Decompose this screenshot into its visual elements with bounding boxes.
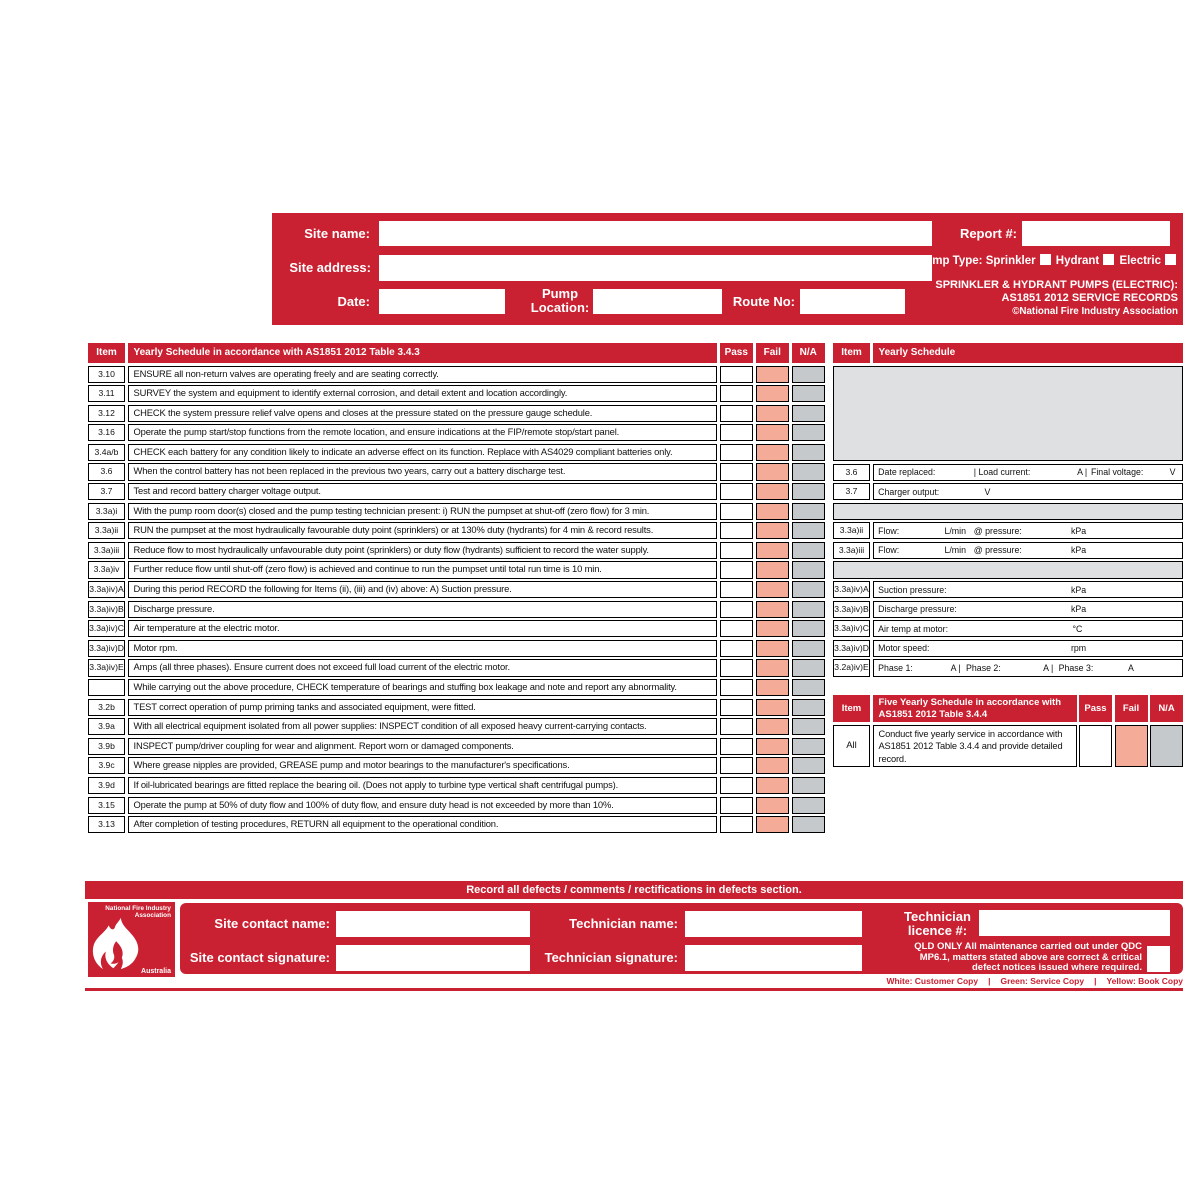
- form-title-line1: SPRINKLER & HYDRANT PUMPS (ELECTRIC):: [935, 279, 1178, 291]
- yearly-row: [88, 463, 825, 480]
- na-cell[interactable]: [792, 424, 826, 441]
- item-cell: 3.3a)iv)C: [88, 620, 125, 637]
- field-entry-cell[interactable]: [873, 640, 1184, 657]
- fail-cell[interactable]: [756, 542, 790, 559]
- site-contact-name-input[interactable]: [336, 911, 530, 937]
- yearly-row: [88, 816, 825, 833]
- task-cell: CHECK the system pressure relief valve opens and closes at the pressure stated on the pressure gauge schedule.: [128, 405, 718, 422]
- fail-cell[interactable]: [756, 679, 790, 696]
- yearly-row: [88, 659, 825, 676]
- field-entry-cell[interactable]: [873, 581, 1184, 598]
- task-cell: Operate the pump start/stop functions from the remote location, and ensure indications at the FIP/remote stop/start panel.: [128, 424, 718, 441]
- copy-white: White: Customer Copy: [886, 976, 979, 986]
- task-cell: When the control battery has not been replaced in the previous two years, carry out a battery discharge test.: [128, 463, 718, 480]
- item-cell: 3.2b: [88, 699, 125, 716]
- pass-cell[interactable]: [720, 503, 754, 520]
- pass-cell[interactable]: [720, 405, 754, 422]
- item-cell: 3.3a)iv)A: [88, 581, 125, 598]
- field-label: kPa: [1070, 525, 1087, 536]
- logo-org-line2: Association: [134, 912, 171, 919]
- no-entry-block: [833, 503, 1183, 520]
- defects-banner: Record all defects / comments / rectifications in defects section.: [85, 881, 1183, 899]
- item-cell: 3.4a/b: [88, 444, 125, 461]
- field-label: V: [984, 486, 991, 497]
- fail-cell[interactable]: [756, 659, 790, 676]
- pass-column-header: Pass: [720, 343, 754, 363]
- na-cell[interactable]: [792, 699, 826, 716]
- fail-cell[interactable]: [756, 718, 790, 735]
- pass-cell[interactable]: [720, 483, 754, 500]
- fail-cell[interactable]: [756, 503, 790, 520]
- pass-cell[interactable]: [1079, 725, 1112, 767]
- field-label: Discharge pressure:: [878, 604, 957, 615]
- task-cell: Further reduce flow until shut-off (zero flow) is achieved and continue to run the pumpset until total run time is 10 min.: [128, 561, 718, 578]
- fail-cell[interactable]: [756, 757, 790, 774]
- data-field-row: [833, 581, 1183, 598]
- pass-cell[interactable]: [720, 385, 754, 402]
- pass-column-header: Pass: [1079, 695, 1112, 722]
- yearly-row: [88, 718, 825, 735]
- na-cell[interactable]: [792, 405, 826, 422]
- item-cell: 3.10: [88, 366, 125, 383]
- fail-column-header: Fail: [1115, 695, 1148, 722]
- fail-cell[interactable]: [756, 777, 790, 794]
- date-label: Date:: [337, 294, 370, 309]
- site-contact-name-label: Site contact name:: [214, 916, 330, 931]
- hydrant-checkbox[interactable]: [1103, 254, 1114, 265]
- na-cell[interactable]: [792, 640, 826, 657]
- field-entry-cell[interactable]: [873, 522, 1184, 539]
- field-label: Date replaced:: [878, 467, 936, 478]
- technician-licence-input[interactable]: [979, 910, 1170, 936]
- pass-cell[interactable]: [720, 679, 754, 696]
- item-cell: 3.3a)iv)E: [88, 659, 125, 676]
- item-cell: 3.12: [88, 405, 125, 422]
- fail-cell[interactable]: [756, 601, 790, 618]
- pass-cell[interactable]: [720, 797, 754, 814]
- na-cell[interactable]: [792, 444, 826, 461]
- task-cell: After completion of testing procedures, RETURN all equipment to the operational condition.: [128, 816, 718, 833]
- na-cell[interactable]: [792, 385, 826, 402]
- item-cell: 3.7: [88, 483, 125, 500]
- yearly-row: [88, 561, 825, 578]
- fail-cell[interactable]: [756, 366, 790, 383]
- item-cell: 3.3a)iv)B: [88, 601, 125, 618]
- field-label: A |: [1043, 662, 1054, 673]
- item-cell: 3.6: [88, 463, 125, 480]
- yearly-data-table: [833, 343, 1183, 677]
- item-cell: 3.3a)iv)D: [833, 640, 870, 657]
- pass-cell[interactable]: [720, 366, 754, 383]
- flame-icon: [90, 917, 146, 971]
- data-field-row: [833, 659, 1183, 676]
- yearly-row: [88, 601, 825, 618]
- field-entry-cell[interactable]: [873, 542, 1184, 559]
- signoff-block: [180, 903, 1183, 974]
- item-cell: 3.2a)iv)E: [833, 659, 870, 676]
- form-title-line3: ©National Fire Industry Association: [1012, 306, 1178, 317]
- item-cell: 3.3a)iii: [833, 542, 870, 559]
- fail-cell[interactable]: [756, 699, 790, 716]
- na-column-header: N/A: [792, 343, 826, 363]
- five-yearly-table: [833, 695, 1183, 767]
- data-table-rows: [833, 366, 1183, 677]
- task-cell: Operate the pump at 50% of duty flow and 100% of duty flow, and ensure duty head is not exceeded by more than 10%.: [128, 797, 718, 814]
- task-cell: CHECK each battery for any condition likely to indicate an adverse effect on its function. Replace with AS4029 compliant batteries only.: [128, 444, 718, 461]
- item-cell: 3.7: [833, 483, 870, 500]
- fail-cell[interactable]: [756, 797, 790, 814]
- pass-cell[interactable]: [720, 444, 754, 461]
- data-block-row: [833, 503, 1183, 520]
- item-column-header: Item: [833, 695, 870, 722]
- yearly-row: [88, 366, 825, 383]
- fail-cell[interactable]: [756, 640, 790, 657]
- field-label: kPa: [1070, 545, 1087, 556]
- field-label: | Load current:: [973, 467, 1031, 478]
- item-cell: 3.9d: [88, 777, 125, 794]
- yearly-row: [88, 522, 825, 539]
- yearly-row: [88, 542, 825, 559]
- copy-separator: |: [1094, 976, 1097, 986]
- pass-cell[interactable]: [720, 463, 754, 480]
- yearly-row: [88, 581, 825, 598]
- na-column-header: N/A: [1150, 695, 1183, 722]
- task-cell: INSPECT pump/driver coupling for wear and alignment. Report worn or damaged components.: [128, 738, 718, 755]
- data-block-row: [833, 366, 1183, 462]
- pass-cell[interactable]: [720, 522, 754, 539]
- field-label: Phase 3:: [1058, 662, 1094, 673]
- na-cell[interactable]: [792, 679, 826, 696]
- fail-cell[interactable]: [756, 620, 790, 637]
- yearly-row: [88, 640, 825, 657]
- five-yearly-header: [833, 695, 1183, 722]
- item-cell: 3.3a)iv)A: [833, 581, 870, 598]
- item-cell: 3.3a)iv)C: [833, 620, 870, 637]
- pass-cell[interactable]: [720, 542, 754, 559]
- pass-cell[interactable]: [720, 640, 754, 657]
- item-cell: 3.9c: [88, 757, 125, 774]
- fail-cell[interactable]: [756, 444, 790, 461]
- field-entry-cell[interactable]: [873, 464, 1184, 481]
- task-cell: Air temperature at the electric motor.: [128, 620, 718, 637]
- pump-type-row: [918, 254, 1178, 267]
- field-label: A: [1128, 662, 1134, 673]
- field-label: V: [1169, 467, 1176, 478]
- na-cell[interactable]: [792, 483, 826, 500]
- pass-cell[interactable]: [720, 699, 754, 716]
- site-address-label: Site address:: [289, 260, 371, 275]
- field-label: L/min: [944, 545, 966, 556]
- pass-cell[interactable]: [720, 757, 754, 774]
- task-cell: ENSURE all non-return valves are operating freely and are seating correctly.: [128, 366, 718, 383]
- pump-location-input[interactable]: [593, 289, 722, 314]
- field-label: Motor speed:: [878, 643, 930, 654]
- field-label: Phase 1:: [878, 662, 913, 673]
- data-field-row: [833, 640, 1183, 657]
- item-cell: [88, 679, 125, 696]
- task-cell: With the pump room door(s) closed and the pump testing technician present: i) RUN the pumpset at shut-off (zero flow) for 3 min.: [128, 503, 718, 520]
- site-name-label: Site name:: [304, 226, 370, 241]
- pass-cell[interactable]: [720, 601, 754, 618]
- pump-type-label: Pump Type:: [917, 255, 983, 267]
- pass-cell[interactable]: [720, 659, 754, 676]
- item-cell: 3.11: [88, 385, 125, 402]
- field-entry-cell[interactable]: [873, 483, 1184, 500]
- na-cell[interactable]: [792, 601, 826, 618]
- field-label: Final voltage:: [1090, 467, 1144, 478]
- item-cell: All: [833, 725, 870, 767]
- data-field-row: [833, 620, 1183, 637]
- na-cell[interactable]: [792, 777, 826, 794]
- route-no-label: Route No:: [732, 294, 795, 309]
- item-cell: 3.3a)ii: [833, 522, 870, 539]
- pass-cell[interactable]: [720, 424, 754, 441]
- item-cell: 3.16: [88, 424, 125, 441]
- field-label: A |: [950, 662, 961, 673]
- task-cell: TEST correct operation of pump priming tanks and associated equipment, were fitted.: [128, 699, 718, 716]
- na-cell[interactable]: [792, 463, 826, 480]
- na-cell[interactable]: [792, 581, 826, 598]
- field-label: Air temp at motor:: [878, 623, 949, 634]
- task-cell: With all electrical equipment isolated from all power supplies: INSPECT condition of all exposed heavy current-carrying contacts.: [128, 718, 718, 735]
- item-cell: 3.3a)iii: [88, 542, 125, 559]
- na-cell[interactable]: [792, 816, 826, 833]
- technician-name-label: Technician name:: [569, 916, 678, 931]
- fail-cell[interactable]: [756, 463, 790, 480]
- route-no-input[interactable]: [800, 289, 905, 314]
- task-cell: Reduce flow to most hydraulically unfavourable duty point (sprinklers) or duty flow (hydrants) sufficient to record the water supply.: [128, 542, 718, 559]
- copy-separator: |: [988, 976, 991, 986]
- yearly-row: [88, 738, 825, 755]
- nfia-logo: [88, 902, 175, 977]
- na-cell[interactable]: [792, 797, 826, 814]
- fail-cell[interactable]: [756, 738, 790, 755]
- qld-declaration-text: QLD ONLY All maintenance carried out under QDC MP6.1, matters stated above are correct & critical defect notices issued where required.: [914, 941, 1142, 973]
- logo-country: Australia: [141, 968, 171, 975]
- form-header: [272, 213, 1183, 325]
- data-field-row: [833, 464, 1183, 481]
- field-label: kPa: [1070, 584, 1087, 595]
- field-label: Suction pressure:: [878, 584, 947, 595]
- yearly-row: [88, 620, 825, 637]
- date-input[interactable]: [379, 289, 505, 314]
- pump-location-label: Pump Location:: [530, 286, 590, 315]
- yearly-schedule-table: [88, 343, 825, 833]
- technician-signature-label: Technician signature:: [544, 950, 678, 965]
- pump-type-sprinkler-label: Sprinkler: [985, 255, 1036, 267]
- no-entry-block: [833, 561, 1183, 578]
- fail-cell[interactable]: [1115, 725, 1148, 767]
- pass-cell[interactable]: [720, 738, 754, 755]
- na-cell[interactable]: [792, 738, 826, 755]
- data-block-row: [833, 561, 1183, 578]
- yearly-table-rows: [88, 366, 825, 834]
- copy-yellow: Yellow: Book Copy: [1106, 976, 1183, 986]
- task-cell: Amps (all three phases). Ensure current does not exceed full load current of the electric motor.: [128, 659, 718, 676]
- copy-legend: [700, 976, 1183, 986]
- fail-cell[interactable]: [756, 483, 790, 500]
- item-cell: 3.3a)iv)D: [88, 640, 125, 657]
- na-cell[interactable]: [792, 718, 826, 735]
- field-label: A |: [1077, 467, 1088, 478]
- yearly-row: [88, 385, 825, 402]
- item-cell: 3.15: [88, 797, 125, 814]
- schedule-column-header: Five Yearly Schedule in accordance with AS1851 2012 Table 3.4.4: [873, 695, 1077, 722]
- item-cell: 3.6: [833, 464, 870, 481]
- data-field-row: [833, 601, 1183, 618]
- task-cell: Conduct five yearly service in accordance with AS1851 2012 Table 3.4.4 and provide detailed record.: [873, 725, 1077, 767]
- pass-cell[interactable]: [720, 777, 754, 794]
- task-cell: If oil-lubricated bearings are fitted replace the bearing oil. (Does not apply to turbine type vertical shaft centrifugal pumps).: [128, 777, 718, 794]
- logo-org-line1: National Fire Industry: [105, 905, 171, 912]
- technician-name-input[interactable]: [685, 911, 862, 937]
- field-label: rpm: [1070, 643, 1087, 654]
- schedule-column-header: Yearly Schedule: [873, 343, 1184, 363]
- item-column-header: Item: [833, 343, 870, 363]
- field-label: °C: [1072, 623, 1083, 634]
- site-address-input[interactable]: [379, 255, 932, 281]
- field-label: Charger output:: [878, 486, 940, 497]
- pass-cell[interactable]: [720, 561, 754, 578]
- no-entry-block: [833, 366, 1183, 462]
- item-cell: 3.3a)iv)B: [833, 601, 870, 618]
- pass-cell[interactable]: [720, 718, 754, 735]
- na-cell[interactable]: [792, 620, 826, 637]
- item-cell: 3.3a)ii: [88, 522, 125, 539]
- pump-type-electric-label: Electric: [1119, 255, 1161, 267]
- pump-type-hydrant-label: Hydrant: [1055, 255, 1100, 267]
- site-name-input[interactable]: [379, 221, 932, 246]
- na-cell[interactable]: [792, 757, 826, 774]
- fail-cell[interactable]: [756, 816, 790, 833]
- na-cell[interactable]: [792, 522, 826, 539]
- field-entry-cell[interactable]: [873, 601, 1184, 618]
- form-title-line2: AS1851 2012 SERVICE RECORDS: [1001, 292, 1178, 304]
- sprinkler-checkbox[interactable]: [1040, 254, 1051, 265]
- na-cell[interactable]: [1150, 725, 1183, 767]
- yearly-row: [88, 444, 825, 461]
- field-label: Phase 2:: [966, 662, 1001, 673]
- task-cell: SURVEY the system and equipment to identify external corrosion, and detail extent and location accordingly.: [128, 385, 718, 402]
- technician-licence-label: Technician licence #:: [904, 909, 971, 938]
- field-label: Flow:: [878, 525, 900, 536]
- yearly-row: [88, 757, 825, 774]
- task-cell: Motor rpm.: [128, 640, 718, 657]
- field-label: kPa: [1070, 604, 1087, 615]
- task-cell: RUN the pumpset at the most hydraulically favourable duty point (sprinklers) or at 130% duty (hydrants) for 4 min & record results.: [128, 522, 718, 539]
- qld-checkbox[interactable]: [1147, 946, 1170, 972]
- item-column-header: Item: [88, 343, 125, 363]
- task-cell: Where grease nipples are provided, GREASE pump and motor bearings to the manufacturer's specifications.: [128, 757, 718, 774]
- item-cell: 3.9a: [88, 718, 125, 735]
- pass-cell[interactable]: [720, 620, 754, 637]
- field-label: @ pressure:: [973, 545, 1022, 556]
- task-cell: While carrying out the above procedure, CHECK temperature of bearings and stuffing box leakage and note and report any abnormality.: [128, 679, 718, 696]
- item-cell: 3.13: [88, 816, 125, 833]
- footer-rule: [85, 988, 1183, 991]
- yearly-row: [88, 405, 825, 422]
- fail-cell[interactable]: [756, 522, 790, 539]
- fail-cell[interactable]: [756, 561, 790, 578]
- data-table-header: [833, 343, 1183, 363]
- form-title: [935, 279, 1178, 318]
- fail-cell[interactable]: [756, 385, 790, 402]
- item-cell: 3.3a)iv: [88, 561, 125, 578]
- yearly-row: [88, 679, 825, 696]
- field-label: L/min: [944, 525, 966, 536]
- fail-cell[interactable]: [756, 581, 790, 598]
- site-contact-signature-label: Site contact signature:: [189, 950, 330, 965]
- yearly-row: [88, 424, 825, 441]
- data-field-row: [833, 483, 1183, 500]
- na-cell[interactable]: [792, 542, 826, 559]
- item-cell: 3.3a)i: [88, 503, 125, 520]
- yearly-table-header: [88, 343, 825, 363]
- report-number-label: Report #:: [959, 226, 1017, 241]
- technician-signature-input[interactable]: [685, 945, 862, 971]
- five-yearly-row: [833, 725, 1183, 767]
- task-cell: Test and record battery charger voltage output.: [128, 483, 718, 500]
- na-cell[interactable]: [792, 366, 826, 383]
- na-cell[interactable]: [792, 561, 826, 578]
- item-cell: 3.9b: [88, 738, 125, 755]
- schedule-column-header: Yearly Schedule in accordance with AS1851 2012 Table 3.4.3: [128, 343, 718, 363]
- na-cell[interactable]: [792, 503, 826, 520]
- fail-cell[interactable]: [756, 405, 790, 422]
- field-entry-cell[interactable]: [873, 620, 1184, 637]
- field-label: Flow:: [878, 545, 900, 556]
- task-cell: During this period RECORD the following for Items (ii), (iii) and (iv) above: A) Suction pressure.: [128, 581, 718, 598]
- yearly-row: [88, 483, 825, 500]
- yearly-row: [88, 797, 825, 814]
- field-label: @ pressure:: [973, 525, 1022, 536]
- pass-cell[interactable]: [720, 816, 754, 833]
- fail-cell[interactable]: [756, 424, 790, 441]
- fail-column-header: Fail: [756, 343, 790, 363]
- electric-checkbox[interactable]: [1165, 254, 1176, 265]
- yearly-row: [88, 777, 825, 794]
- na-cell[interactable]: [792, 659, 826, 676]
- field-entry-cell[interactable]: [873, 659, 1184, 676]
- site-contact-signature-input[interactable]: [336, 945, 530, 971]
- copy-green: Green: Service Copy: [1000, 976, 1085, 986]
- pass-cell[interactable]: [720, 581, 754, 598]
- yearly-row: [88, 699, 825, 716]
- task-cell: Discharge pressure.: [128, 601, 718, 618]
- data-field-row: [833, 542, 1183, 559]
- data-field-row: [833, 522, 1183, 539]
- yearly-row: [88, 503, 825, 520]
- report-number-input[interactable]: [1022, 221, 1170, 246]
